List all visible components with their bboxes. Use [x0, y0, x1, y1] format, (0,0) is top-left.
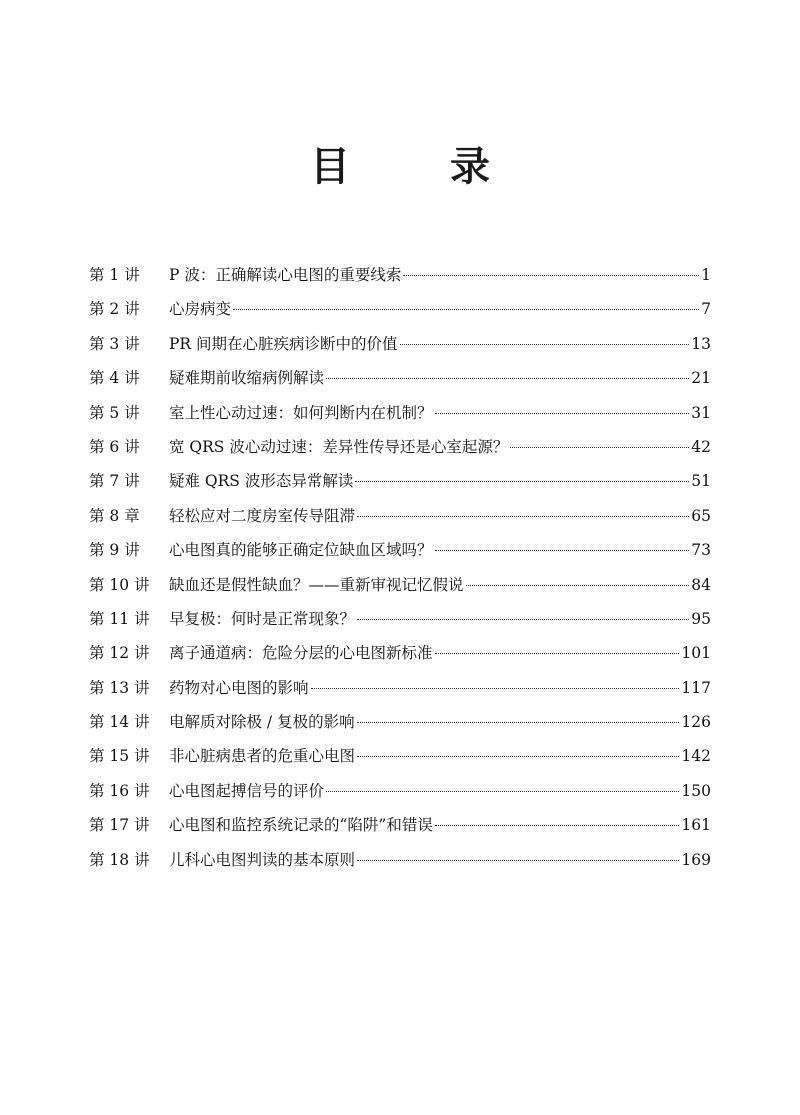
- dot-leader: [435, 413, 690, 414]
- toc-entry-page: 51: [691, 472, 711, 491]
- toc-entry[interactable]: [89, 677, 711, 711]
- toc-entry-number: 第 10 讲: [89, 575, 150, 594]
- toc-entry-number: 第 2 讲: [89, 300, 140, 319]
- toc-entry-number: 第 9 讲: [89, 541, 140, 560]
- toc-entry-page: 73: [691, 541, 711, 560]
- toc-entry-title: 宽 QRS 波心动过速：差异性传导还是心室起源？: [169, 437, 509, 456]
- toc-entry-title: 心房病变: [169, 300, 232, 319]
- toc-entry-page: 13: [691, 334, 711, 353]
- dot-leader: [400, 344, 690, 345]
- toc-entry-title: 离子通道病：危险分层的心电图新标准: [169, 644, 433, 663]
- toc-entry-page: 126: [681, 713, 711, 732]
- toc-entry-title: 心电图真的能够正确定位缺血区域吗？: [169, 541, 433, 560]
- toc-entry-number: 第 8 章: [89, 506, 140, 525]
- dot-leader: [403, 275, 699, 276]
- toc-entry[interactable]: [89, 298, 711, 332]
- dot-leader: [326, 378, 689, 379]
- toc-entry-title: 心电图和监控系统记录的“陷阱”和错误: [169, 816, 433, 835]
- toc-entry-number: 第 14 讲: [89, 713, 150, 732]
- toc-entry[interactable]: [89, 642, 711, 676]
- page-title: 目 录: [310, 142, 520, 190]
- toc-entry-title: 儿科心电图判读的基本原则: [169, 850, 356, 869]
- toc-entry-title: 心电图起搏信号的评价: [169, 781, 325, 800]
- dot-leader: [357, 722, 680, 723]
- toc-entry[interactable]: [89, 711, 711, 745]
- dot-leader: [510, 447, 689, 448]
- toc-entry[interactable]: [89, 539, 711, 573]
- toc-entry-number: 第 13 讲: [89, 678, 150, 697]
- dot-leader: [435, 653, 680, 654]
- toc-entry-page: 42: [691, 437, 711, 456]
- toc-entry-number: 第 12 讲: [89, 644, 150, 663]
- toc-entry-title: 非心脏病患者的危重心电图: [169, 747, 356, 766]
- toc-entry[interactable]: [89, 849, 711, 883]
- toc-entry-page: 84: [691, 575, 711, 594]
- dot-leader: [435, 825, 680, 826]
- toc-entry-number: 第 6 讲: [89, 437, 140, 456]
- toc-entry-title: P 波：正确解读心电图的重要线索: [169, 266, 402, 284]
- toc-entry-title: 缺血还是假性缺血？——重新审视记忆假说: [169, 575, 464, 594]
- toc-entry-number: 第 4 讲: [89, 369, 140, 388]
- toc-entry-page: 169: [681, 850, 711, 869]
- dot-leader: [311, 688, 680, 689]
- toc-entry-page: 1: [701, 266, 711, 284]
- toc-entry-page: 161: [681, 816, 711, 835]
- toc-entry-page: 95: [691, 609, 711, 628]
- toc-entry-number: 第 7 讲: [89, 472, 140, 491]
- toc-entry-page: 31: [691, 403, 711, 422]
- dot-leader: [233, 309, 699, 310]
- toc-entry[interactable]: [89, 333, 711, 367]
- toc-entry-number: 第 18 讲: [89, 850, 150, 869]
- toc-entry[interactable]: [89, 402, 711, 436]
- dot-leader: [326, 791, 679, 792]
- dot-leader: [357, 860, 679, 861]
- dot-leader: [357, 516, 689, 517]
- toc-entry[interactable]: [89, 814, 711, 848]
- toc-entry-page: 65: [691, 506, 711, 525]
- toc-entry[interactable]: [89, 745, 711, 779]
- toc-entry-page: 101: [681, 644, 711, 663]
- toc-entry-title: 疑难期前收缩病例解读: [169, 369, 325, 388]
- toc-entry-title: PR 间期在心脏疾病诊断中的价值: [169, 334, 398, 353]
- toc-entry[interactable]: [89, 436, 711, 470]
- toc-entry[interactable]: [89, 367, 711, 401]
- toc-entry[interactable]: [89, 505, 711, 539]
- toc-entry-title: 室上性心动过速：如何判断内在机制？: [169, 403, 433, 422]
- toc-entry[interactable]: [89, 470, 711, 504]
- toc-entry-number: 第 17 讲: [89, 816, 150, 835]
- dot-leader: [357, 756, 679, 757]
- toc-entry-number: 第 11 讲: [89, 609, 150, 628]
- toc-entry-number: 第 5 讲: [89, 403, 140, 422]
- toc-entry-page: 7: [701, 300, 711, 319]
- toc-entry[interactable]: [89, 608, 711, 642]
- toc-entry-page: 150: [681, 781, 711, 800]
- toc-entry[interactable]: [89, 574, 711, 608]
- toc-entry-page: 117: [681, 678, 711, 697]
- table-of-contents: [89, 264, 711, 883]
- toc-entry-number: 第 16 讲: [89, 781, 150, 800]
- toc-entry-title: 电解质对除极 / 复极的影响: [169, 713, 355, 732]
- dot-leader: [435, 550, 690, 551]
- toc-entry-title: 早复极：何时是正常现象？: [169, 609, 356, 628]
- toc-entry-page: 21: [691, 369, 711, 388]
- toc-entry-title: 药物对心电图的影响: [169, 678, 309, 697]
- toc-entry-number: 第 3 讲: [89, 334, 140, 353]
- dot-leader: [355, 481, 689, 482]
- toc-entry-page: 142: [681, 747, 711, 766]
- toc-entry-number: 第 15 讲: [89, 747, 150, 766]
- toc-entry[interactable]: [89, 264, 711, 298]
- dot-leader: [357, 619, 689, 620]
- dot-leader: [466, 585, 690, 586]
- toc-entry-number: 第 1 讲: [89, 266, 140, 284]
- toc-entry-title: 疑难 QRS 波形态异常解读: [169, 472, 354, 491]
- toc-entry-title: 轻松应对二度房室传导阻滞: [169, 506, 356, 525]
- toc-entry[interactable]: [89, 780, 711, 814]
